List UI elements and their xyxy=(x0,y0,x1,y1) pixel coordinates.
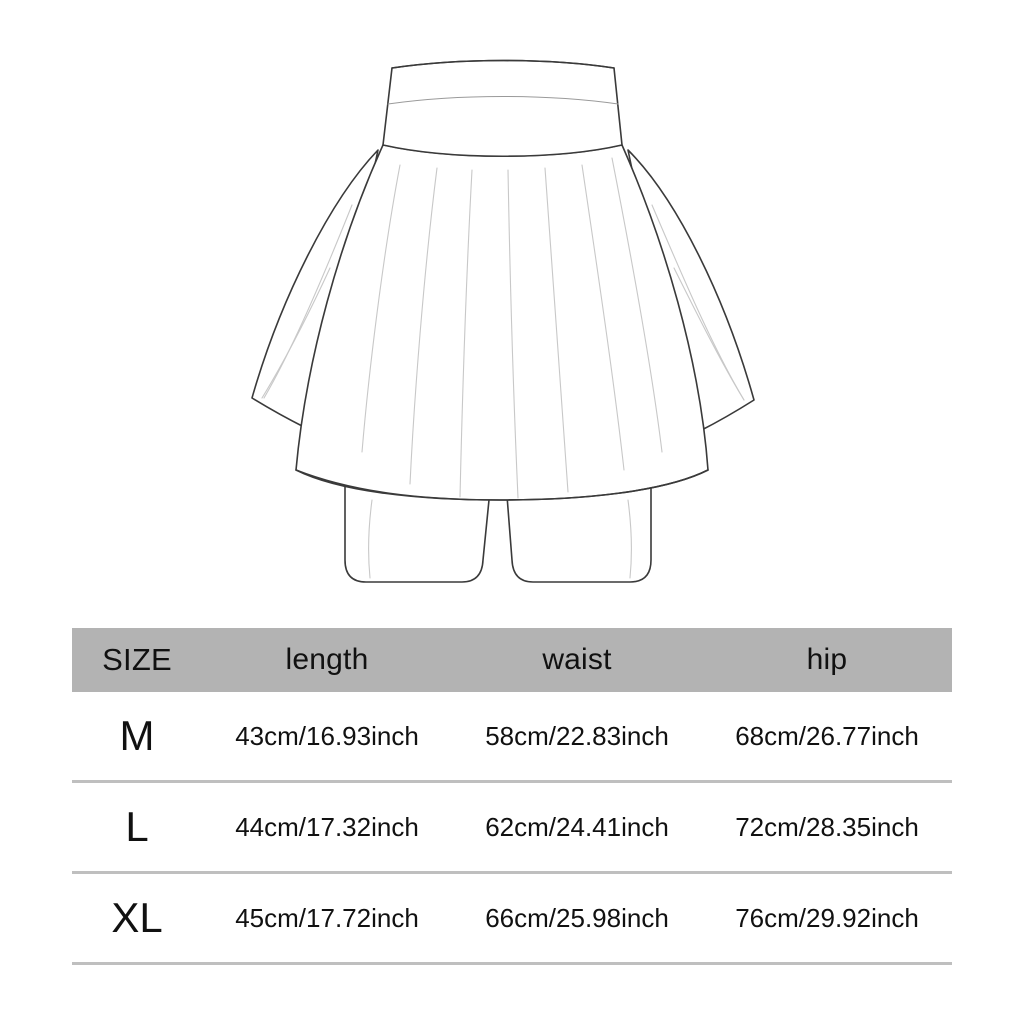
cell-waist: 58cm/22.83inch xyxy=(485,720,669,751)
cell-length: 43cm/16.93inch xyxy=(235,720,419,751)
cell-size: XL xyxy=(111,894,163,941)
cell-waist: 62cm/24.41inch xyxy=(485,811,669,842)
table-row xyxy=(72,783,952,874)
cell-length: 44cm/17.32inch xyxy=(235,811,419,842)
column-header-size: SIZE xyxy=(102,642,172,677)
cell-size: L xyxy=(125,803,149,850)
size-chart-table xyxy=(72,628,952,965)
table-row xyxy=(72,692,952,783)
cell-size: M xyxy=(119,712,155,759)
cell-hip: 68cm/26.77inch xyxy=(735,720,919,751)
cell-waist: 66cm/25.98inch xyxy=(485,902,669,933)
table-header-row xyxy=(72,628,952,692)
column-header-length: length xyxy=(285,643,369,676)
cell-hip: 72cm/28.35inch xyxy=(735,811,919,842)
column-header-hip: hip xyxy=(806,643,848,676)
cell-hip: 76cm/29.92inch xyxy=(735,902,919,933)
table-row xyxy=(72,874,952,965)
cell-length: 45cm/17.72inch xyxy=(235,902,419,933)
column-header-waist: waist xyxy=(542,643,612,676)
